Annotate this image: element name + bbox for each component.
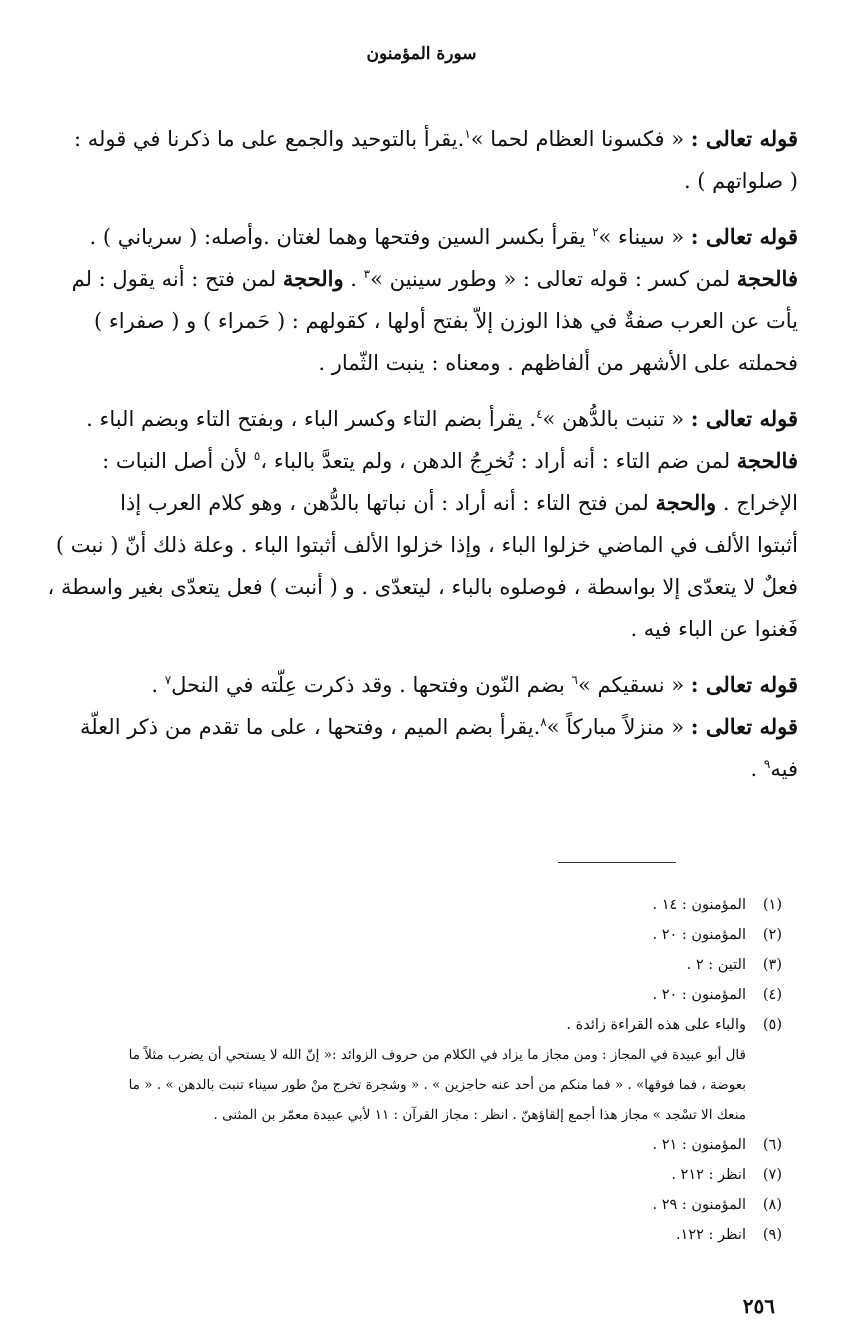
footnote-ref[interactable]: ٦ xyxy=(571,673,578,687)
page-header-title: سورة المؤمنون xyxy=(366,44,477,64)
footnote-ref[interactable]: ٩ xyxy=(763,757,771,771)
text-line: فيه$^٩$ . xyxy=(750,757,798,781)
text-line: فالحجة لمن كسر : قوله تعالى : « وطور سينين »$^٣$ . والحجة لمن فتح : أنه يقول : لم xyxy=(71,266,798,291)
footnote-ref[interactable]: ٥ xyxy=(253,449,261,463)
footnote-ref[interactable]: ٣ xyxy=(363,267,371,281)
footnote-divider xyxy=(558,862,676,863)
text-line: أثبتوا الألف في الماضي خزلوا الباء ، وإذا خزلوا الألف أثبتوا الباء . وعلة ذلك أنّ ( نبت ) xyxy=(55,533,798,557)
text-line: فَغنوا عن الباء فيه . xyxy=(630,617,798,641)
text-line: قوله تعالى : « فكسونا العظام لحما »$^١$.يقرأ بالتوحيد والجمع على ما ذكرنا في قوله : xyxy=(73,126,798,151)
paragraph xyxy=(38,398,798,650)
text-line: قوله تعالى : « منزلاً مباركاً »$^٨$.يقرأ بضم الميم ، وفتحها ، على ما تقدم من ذكر العلّة xyxy=(79,714,798,739)
footnote-ref[interactable]: ٤ xyxy=(536,407,543,421)
text-line: قوله تعالى : « سيناء »$^٢$ يقرأ بكسر السين وفتحها وهما لغتان .وأصله: ( سرياني ) . xyxy=(89,224,798,249)
footnote-ref: ٧ xyxy=(164,673,172,687)
footnotes xyxy=(30,890,782,1250)
footnote-continuation: بعوضة ، فما فوقها» . « فما منكم من أحد عنه حاجزين » . « وشجرة تخرج منْ طور سيناء تنبت بالدهن » . « ما xyxy=(128,1077,746,1093)
footnote-item: (٢) المؤمنون : ٢٠ . xyxy=(652,927,782,943)
page-number: ٢٥٦ xyxy=(742,1294,775,1318)
text-line: فالحجة لمن ضم التاء : أنه أراد : تُخرِجُ الدهن ، ولم يتعدَّ بالباء ،$^٥$ لأن أصل النبات : xyxy=(102,448,798,473)
footnote-item: (٤) المؤمنون : ٢٠ . xyxy=(652,987,782,1003)
text-line: يأت عن العرب صفةٌ في هذا الوزن إلاّ بفتح أولها ، كقولهم : ( حَمراء ) و ( صفراء ) xyxy=(94,309,798,333)
text-line: الإخراج . والحجة لمن فتح التاء : أنه أراد : أن نباتها بالدُّهن ، وهو كلام العرب إذا xyxy=(120,490,798,515)
footnote-item: (٧) انظر : ٢١٢ . xyxy=(671,1167,782,1183)
paragraph xyxy=(38,664,798,790)
paragraph xyxy=(38,118,798,202)
text-line: فعلٌ لا يتعدّى إلا بواسطة ، فوصلوه بالباء ، ليتعدّى . و ( أنبت ) فعل يتعدّى بغير واسطة ، xyxy=(47,575,798,599)
footnote-ref[interactable]: ٢ xyxy=(592,225,599,239)
footnote-item: (٦) المؤمنون : ٢١ . xyxy=(652,1137,782,1153)
text-line: ( صلواتهم ) . xyxy=(683,169,798,193)
footnote-continuation: منعك الا تسْجد » مجاز هذا أجمع إلقاؤهنّ . انظر : مجاز القرآن : ١١ لأبي عبيدة معمّر بن المثنى . xyxy=(213,1107,746,1123)
footnote-item: (٩) انظر : ١٢٢. xyxy=(675,1227,782,1243)
footnote-ref[interactable]: ٨ xyxy=(540,715,547,729)
footnote-item: (١) المؤمنون : ١٤ . xyxy=(652,897,782,913)
main-text xyxy=(38,118,798,804)
footnote-item: (٨) المؤمنون : ٢٩ . xyxy=(652,1197,782,1213)
footnote-ref[interactable]: ١ xyxy=(464,127,471,141)
text-line: فحملته على الأشهر من ألفاظهم . ومعناه : ينبت الثّمار . xyxy=(318,351,798,375)
text-line: قوله تعالى : « تنبت بالدُّهن »$^٤$. يقرأ بضم التاء وكسر الباء ، وبفتح التاء وبضم الباء . xyxy=(86,406,798,431)
footnote-item: (٥) والباء على هذه القراءة زائدة . xyxy=(566,1017,782,1033)
footnote-continuation: قال أبو عبيدة في المجاز : ومن مجاز ما يزاد في الكلام من حروف الزوائد :« إنّ الله لا يستحي أن يضرب مثلاً ما xyxy=(128,1047,746,1063)
paragraph xyxy=(38,216,798,384)
footnote-item: (٣) التين : ٢ . xyxy=(686,957,782,973)
text-line: قوله تعالى : « نسقيكم »$^٦$ بضم النّون وفتحها . وقد ذكرت عِلّته في النحل$^٧$ . xyxy=(151,672,798,697)
